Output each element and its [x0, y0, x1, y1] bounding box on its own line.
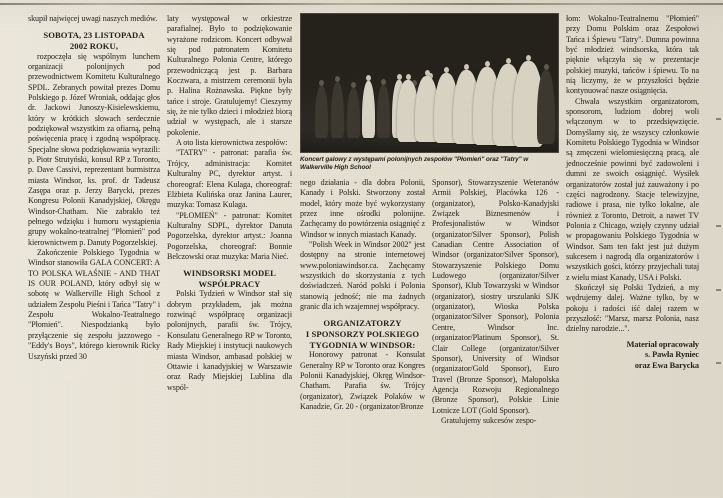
section-heading-saturday [28, 30, 160, 51]
paragraph: Sponsor), Stowarzyszenie Weteranów Armii Polskiej, Placówka 126 - (organizator), Polsko-Kanadyjski Związek Biznesmenów i Profesjonalistów w Windsor (organizator/Silver Sponsor), Polish Canadian Centre Association of Windsor (organizator/Silver Sponsor), Stowarzyszenie Polskiego Domu Ludowego (organizator/Silver Sponsor), Klub Towarzyski w Windsor (organizator), siostry urszulanki SJK (organizator), Wioska Polska (organizator/Silver Sponsor), Polonia Centre, Windsor Inc. (organizator/Platinum Sponsor), St. Clair College (organizator/Silver Sponsor), University of Windsor (organizator/Gold Sponsor), Euro Travel (Bronze Sponsor), Małopolska Agencja Rozwoju Regionalnego (Bronze Sponsor), Polskie Linie Lotnicze LOT (Gold Sponsor). [432, 178, 559, 415]
paragraph: łom: Wokalno-Teatralnemu "Płomień" przy Domu Polskim oraz Zespołowi Tańca i Śpiewu "Tatry". Dumna powinna być młodzież windsorska, która tak pięknie włączyła się w prezentacje polskiej muzyki, tańców i śpiewu. To na nią liczymy, że w przyszłości będzie kontynuować nasze osiągnięcia. [566, 14, 699, 96]
paragraph: "TATRY" - patronat: parafia św. Trójcy, administracja: Komitet Kulturalny PC, dyrektor artyst. i choreograf: Elena Kulaga, choreograf: Elżbieta Kulińska oraz Janina Laurer, muzyka: Tomasz Kulaga. [167, 148, 292, 210]
text-column-3 [300, 178, 425, 412]
text-column-5 [566, 14, 699, 371]
heading-line-2: I SPONSORZY POLSKIEGO [305, 329, 420, 340]
photo-caption: Koncert galowy z występami polonijnych zespołów "Płomień" oraz "Tatry" w Walkerville High School [300, 156, 529, 172]
heading-line-3: TYGODNIA W WINDSOR: [309, 339, 416, 350]
heading-line-1: SOBOTA, 23 LISTOPADA [43, 30, 145, 41]
margin-mark [716, 225, 721, 227]
paragraph: rozpoczęła się wspólnym lunchem organizacji polonijnych pod przewodnictwem Komitetu Kulturalnego SPDL. Zebranych powitał prezes Domu Polskiego p. Józef Wroniak, oddając głos dr. Jackowi Junoszy-Kisielewskiemu, który w krótkich słowach serdecznie podziękował wszystkim za ofiarną, pełną poświęcenia pracę i zgodną współpracę. Specjalne słowa podziękowania wyrazili: p. Piotr Strutyński, konsul RP z Toronto, p. Dave Cassivi, reprezentant burmistrza miasta Windsor, ks. prof. dr Tadeusz Zasępa oraz p. Jerzy Barycki, prezes Kongresu Polonii Kanadyjskiej, Okręgu Windsor-Chatham. Nie zabrakło też pełnego wdzięku i humoru wystąpienia grupy wokalno-teatralnej "Płomień" pod kierownictwem p. Danuty Pogorzelskiej. [28, 51, 160, 247]
paragraph: laty występował w orkiestrze parafialnej. Było to podziękowanie wyrażone rodzicom. Koncert odbywał się pod patronatem Komitetu Kulturalnego Polonia Centre, którego przewodniczącą jest p. Barbara Koczwara, a mistrzem ceremonii była p. Halina Rożnawska. Piękne były tańce i stroje. Gratulujemy! Cieszymy się, że nie tylko dzieci i młodzież biorą udział w występach, ale i starsze pokolenie. [167, 14, 292, 137]
section-heading-windsor-model [167, 268, 292, 289]
signoff-line-2: s. Pawła Ryniec [644, 350, 699, 360]
paragraph: A oto lista kierownictwa zespołów: [176, 138, 288, 148]
photo-block [300, 13, 559, 173]
heading-line-1: WINDSORSKI MODEL [183, 268, 276, 279]
article-signoff [566, 340, 699, 372]
gala-concert-photo [300, 13, 559, 153]
paragraph: Skończył się Polski Tydzień, a my wędrujemy dalej. Ważne tylko, by w pokoju i radości iść dalej razem w przyszłość: "Marsz, marsz Polonia, nasz dzielny narodzie...". [566, 282, 699, 334]
heading-line-1: ORGANIZATORZY [323, 318, 402, 329]
paragraph: Gratulujemy sukcesów zespo- [441, 415, 537, 425]
heading-line-2: WSPÓŁPRACY [198, 278, 261, 289]
heading-line-2: 2002 ROKU, [69, 40, 119, 51]
paragraph: Honorowy patronat - Konsulat Generalny RP w Toronto oraz Kongres Polonii Kanadyjskiej, Okręg Windsor-Chatham. Parafia św. Trójcy (organizator), Związek Polaków w Kanadzie, Gr. 20 - (organizator/Bronze [300, 350, 425, 411]
margin-mark [716, 362, 721, 364]
text-column-2 [167, 14, 292, 393]
paragraph: Polski Tydzień w Windsor stał się dobrym przykładem, jak można rozwinąć współpracę organizacji polonijnych, parafii św. Trójcy, Konsulatu Generalnego RP w Toronto, Rady Miejskiej i instytucji naukowych miasta Windsor, ambasad polskiej w Ottawie i kanadyjskiej w Warszawie oraz Rady Miejskiej Lublina dla wspól- [167, 289, 292, 392]
signoff-line-1: Materiał opracowały [626, 339, 699, 349]
margin-mark [716, 289, 721, 291]
text-column-4 [432, 178, 559, 426]
margin-mark [716, 118, 721, 120]
text-column-1 [28, 14, 160, 362]
paragraph: "Polish Week in Windsor 2002" jest dostępny na stronie internetowej www.poloniawindsor.ca. Zachęcamy wszystkich do skorzystania z tych doświadczeń. Naród polski i Polonia stanowią jedność; nie ma żadnych granic dla ich wzajemnej współpracy. [300, 240, 425, 312]
paragraph: skupił najwięcej uwagi naszych mediów. [28, 14, 158, 23]
paragraph: Zakończenie Polskiego Tygodnia w Windsor stanowiła GALA CONCERT: A TO POLSKA WŁAŚNIE - AND THAT IS OUR POLAND, który odbył się w sobotę w Walkerville High School z udziałem Zespołu Pieśni i Tańca "Tatry" i Zespołu Wokalno-Teatralnego "Płomień". Niespodzianką było przyłączenie się zespołu jazzowego - "Eddy's Boys", którego kierownik Ricky Uszyński przed 30 [28, 248, 160, 361]
section-heading-organizers [300, 318, 425, 350]
paragraph: Chwała wszystkim organizatorom, sponsorom, ludziom dobrej woli włączonym w to przedsięwzięcie. Domyślamy się, że wszyscy członkowie Komitetu Polskiego Tygodnia w Windsor są zmęczeni wielomiesięczną pracą, ale jednocześnie powinni być zadowoleni i dumni ze swoich osiągnięć. Wysiłek organizatorów został już zauważony i po części nagrodzony. Stacje telewizyjne, radiowe i prasa, nie tylko lokalne, ale również z Toronto, Detroit, a nawet TV Polonia z Chicago, wzięły czynny udział w propagowaniu Polskiego Tygodnia w Windsor. Sam ten fakt jest już dużym sukcesem i nagrodą dla organizatorów i wszystkich gości, którzy przyjechali tutaj z wielu miast Kanady, USA i Polski. [566, 96, 699, 282]
paragraph: nego działania - dla dobra Polonii, Kanady i Polski. Stworzony został model, który może być wykorzystany przez inne ośrodki polonijne. Zachęcamy do powtórzenia osiągnięć z Windsor w innych miastach Kanady. [300, 178, 425, 239]
paragraph: "PŁOMIEŃ" - patronat: Komitet Kulturalny SDPL, dyrektor Danuta Pogorzelska, dyrektor artyst.: Joanna Pogorzelska, choreograf: Bonnie Belczowski oraz muzyka: Maria Nieć. [167, 210, 292, 261]
top-rule-divider [0, 3, 723, 5]
signoff-line-3: oraz Ewa Barycka [634, 360, 699, 370]
